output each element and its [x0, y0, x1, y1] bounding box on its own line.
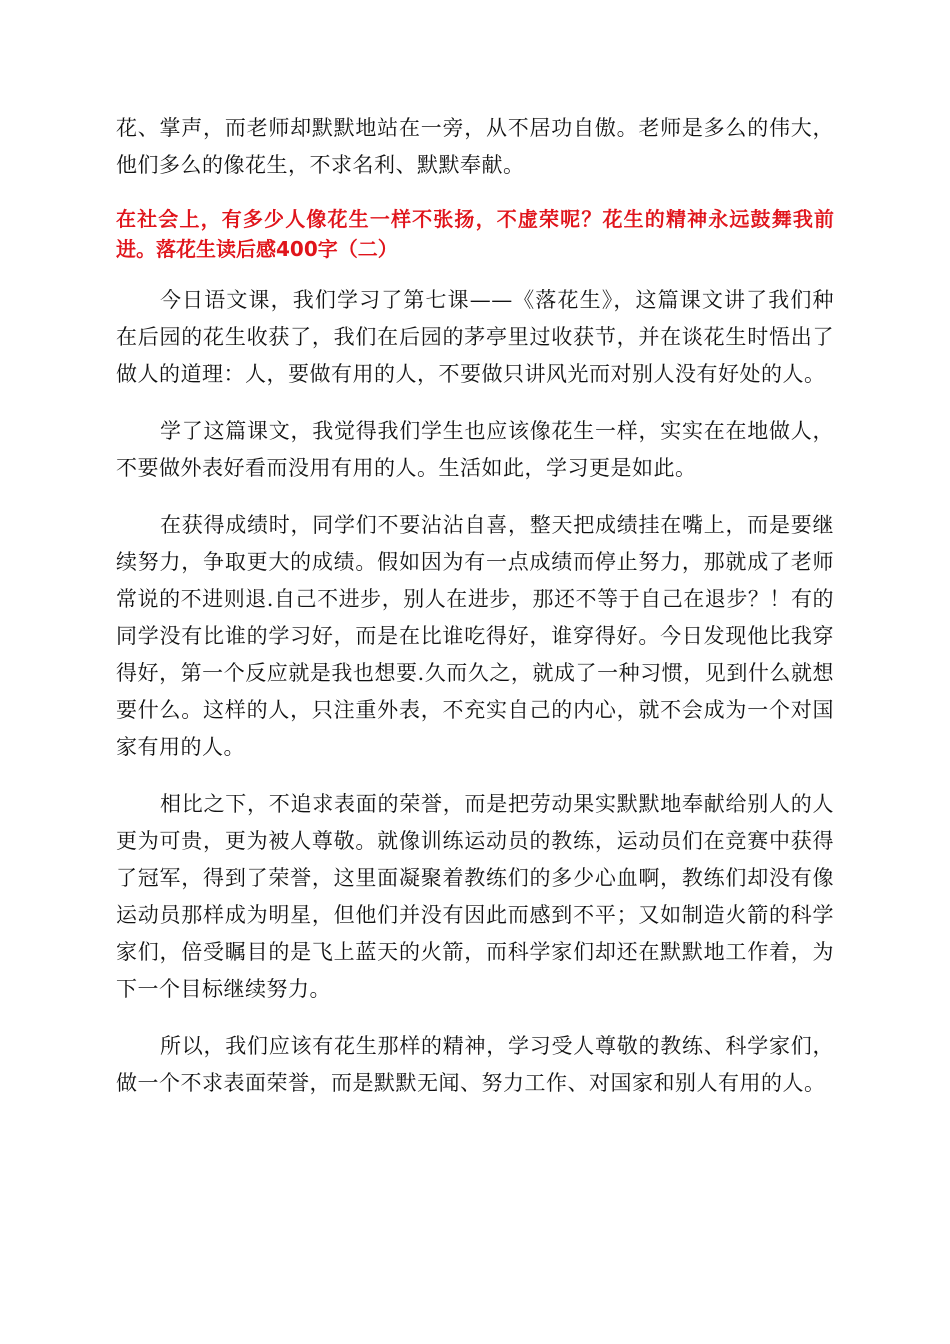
paragraph-continuation: 花、掌声，而老师却默默地站在一旁，从不居功自傲。老师是多么的伟大，他们多么的像花生，不求名利、默默奉献。 [116, 116, 834, 177]
paragraph-4: 相比之下，不追求表面的荣誉，而是把劳动果实默默地奉献给别人的人更为可贵，更为被人尊敬。就像训练运动员的教练，运动员们在竞赛中获得了冠军，得到了荣誉，这里面凝聚着教练们的多少心血啊，教练们却没有像运动员那样成为明星，但他们并没有因此而感到不平；又如制造火箭的科学家们，倍受瞩目的是飞上蓝天的火箭，而科学家们却还在默默地工作着，为下一个目标继续努力。 [116, 792, 834, 1001]
paragraph-5: 所以，我们应该有花生那样的精神，学习受人尊敬的教练、科学家们，做一个不求表面荣誉，而是默默无闻、努力工作、对国家和别人有用的人。 [116, 1034, 834, 1095]
paragraph-2: 学了这篇课文，我觉得我们学生也应该像花生一样，实实在在地做人，不要做外表好看而没用有用的人。生活如此，学习更是如此。 [116, 419, 834, 480]
section-heading: 在社会上，有多少人像花生一样不张扬，不虚荣呢？花生的精神永远鼓舞我前进。落花生读后感400字（二） [116, 207, 834, 261]
paragraph-3: 在获得成绩时，同学们不要沾沾自喜，整天把成绩挂在嘴上，而是要继续努力，争取更大的成绩。假如因为有一点成绩而停止努力，那就成了老师常说的不进则退.自己不进步，别人在进步，那还不等于自己在退步？！有的同学没有比谁的学习好，而是在比谁吃得好，谁穿得好。今日发现他比我穿得好，第一个反应就是我也想要.久而久之，就成了一种习惯，见到什么就想要什么。这样的人，只注重外表，不充实自己的内心，就不会成为一个对国家有用的人。 [116, 513, 834, 759]
document-page [116, 110, 834, 1102]
paragraph-1: 今日语文课，我们学习了第七课——《落花生》，这篇课文讲了我们种在后园的花生收获了，我们在后园的茅亭里过收获节，并在谈花生时悟出了做人的道理：人，要做有用的人，不要做只讲风光而对别人没有好处的人。 [116, 288, 834, 386]
